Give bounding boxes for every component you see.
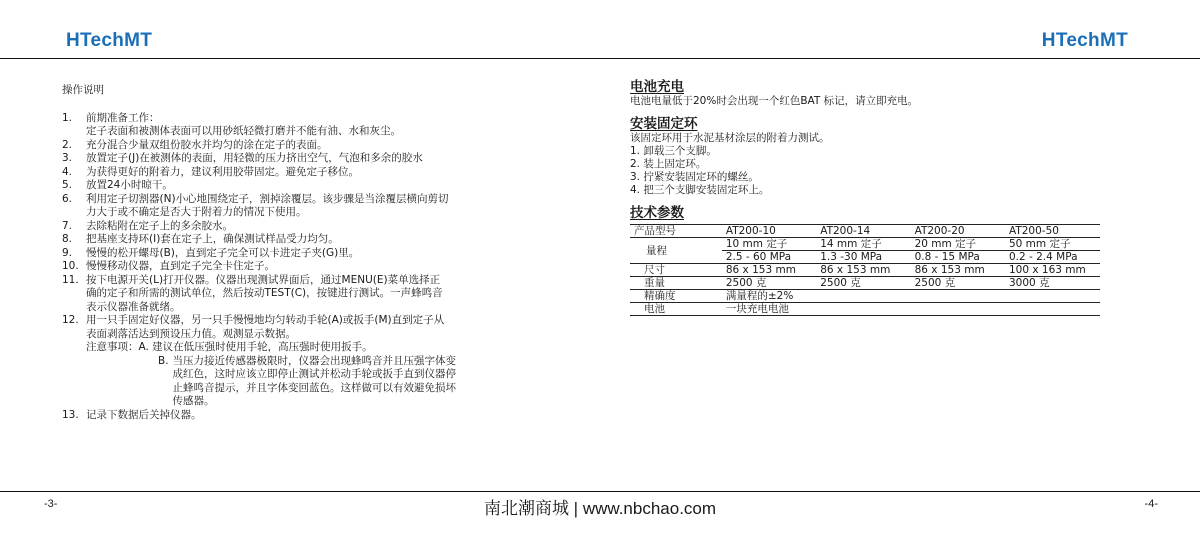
step-item [62,193,582,220]
table-cell: AT200-10 [722,225,816,238]
battery-section [630,81,1100,108]
table-cell: 精确度 [630,290,722,303]
step-line: 去除粘附在定子上的多余胶水。 [86,219,233,232]
header-divider [0,58,1200,59]
spec-table [630,224,1100,316]
step-item [62,139,582,153]
table-cell: 0.8 - 15 MPa [911,251,1005,264]
step-item [62,247,582,261]
step-line: 定子表面和被测体表面可以用砂纸轻微打磨并不能有油、水和灰尘。 [86,125,401,137]
note-b-line: 成红色，这时应该立即停止测试并松动手轮或扳手直到仪器停 [172,368,457,380]
table-cell: 产品型号 [630,225,722,238]
table-cell: 50 mm 定子 [1005,238,1100,251]
table-row [630,264,1100,277]
ring-line: 4. 把三个支脚安装固定环上。 [630,184,770,196]
step-number: 1. [62,111,73,124]
step-line: 表面剥落活达到预设压力值。观测显示数据。 [86,327,296,340]
note-b-line: 传感器。 [172,395,215,407]
step-line: 前期准备工作： [86,111,160,124]
step-number: 8. [62,233,73,245]
ring-section [630,118,1100,197]
step-line: 确的定子和所需的测试单位，然后按动TEST(C)，按键进行测试。一声蜂鸣音 [86,287,443,299]
table-cell: 2.5 - 60 MPa [722,251,816,264]
ring-line: 该固定环用于水泥基材涂层的附着力测试。 [630,132,830,144]
table-cell: 电池 [630,303,722,316]
step-item [62,179,582,193]
table-row [630,290,1100,303]
table-cell: 10 mm 定子 [722,238,816,251]
spec-section [630,207,1100,316]
brand-logo-right: HTechMT [1041,30,1128,51]
table-cell: 14 mm 定子 [816,238,910,251]
step-text [86,247,582,261]
step-text [86,193,582,220]
step-number: 11. [62,273,79,286]
battery-text: 电池电量低于20%时会出现一个红色BAT 标记，请立即充电。 [630,95,919,107]
step-line: 表示仪器准备就绪。 [86,300,181,313]
step-item [62,233,582,247]
step-line: 力大于或不确定是否大于附着力的情况下使用。 [86,206,307,218]
note-b-tag: B. [158,354,169,367]
step-text: 记录下数据后关掉仪器。 [86,408,202,421]
step-text [86,233,582,247]
footer-divider [0,491,1200,492]
table-cell: 0.2 - 2.4 MPa [1005,251,1100,264]
step-line: 把基座支持环(I)套在定子上，确保测试样品受力均匀。 [86,233,339,245]
table-cell: AT200-20 [911,225,1005,238]
table-cell: 量程 [630,238,722,264]
step-line: 为获得更好的附着力，建议利用胶带固定。避免定子移位。 [86,165,359,178]
step-number: 6. [62,192,73,205]
note-b-line: 止蜂鸣音提示，并且字体变回蓝色。这样做可以有效避免损坏 [172,381,457,394]
table-cell: 86 x 153 mm [722,264,816,277]
step-item [62,314,582,341]
step-item [62,166,582,180]
table-row [630,238,1100,251]
step-line: 用一只手固定好仪器，另一只手慢慢地均匀转动手轮(A)或扳手(M)直到定子从 [86,314,445,326]
page-number-left: -3- [44,498,58,510]
table-row [630,225,1100,238]
step-item [62,152,582,166]
section-title-operation: 操作说明 [62,84,104,96]
page-number-right: -4- [1144,498,1158,510]
step-line: 慢慢移动仪器，直到定子完全卡住定子。 [86,260,275,272]
section-title-battery: 电池充电 [630,79,684,95]
ring-line: 1. 卸载三个支脚。 [630,145,717,157]
ring-line: 3. 拧紧安装固定环的螺丝。 [630,171,759,183]
step-number: 3. [62,152,73,164]
table-cell: AT200-50 [1005,225,1100,238]
table-row [630,303,1100,316]
right-column [630,81,1100,316]
step-number: 13. [62,408,79,421]
table-cell: 2500 克 [816,277,910,290]
table-cell: 3000 克 [1005,277,1100,290]
step-item [62,260,582,274]
note-label: 注意事项： [86,341,139,353]
step-item [62,274,582,315]
step-text [86,112,582,139]
step-item [62,220,582,234]
step-number: 7. [62,219,73,232]
step-text [86,166,582,180]
table-cell: 一块充电电池 [722,303,1100,316]
ring-line: 2. 装上固定环。 [630,158,707,170]
table-cell: 86 x 153 mm [911,264,1005,277]
steps-list [62,112,582,342]
table-cell: AT200-14 [816,225,910,238]
step-number: 12. [62,314,79,326]
section-title-ring: 安装固定环 [630,116,698,132]
step-text [86,314,582,341]
step-line: 慢慢的松开螺母(B)，直到定子完全可以卡进定子夹(G)里。 [86,246,360,259]
table-cell: 2500 克 [722,277,816,290]
step-line: 充分混合少量双组份胶水并均匀的涂在定子的表面。 [86,138,328,151]
step-number: 5. [62,179,73,191]
table-cell: 20 mm 定子 [911,238,1005,251]
step-number: 4. [62,165,73,178]
step-item [62,409,582,423]
table-cell: 尺寸 [630,264,722,277]
section-title-specs: 技术参数 [630,205,684,221]
step-number: 2. [62,138,73,151]
step-line: 按下电源开关(L)打开仪器。仪器出现测试界面后，通过MENU(E)菜单选择正 [86,273,441,286]
footer-watermark: 南北潮商城 | www.nbchao.com [483,499,717,518]
step-text [86,260,582,274]
table-cell: 1.3 -30 MPa [816,251,910,264]
step-text [86,152,582,166]
step-line: 放置定子(J)在被测体的表面，用轻微的压力挤出空气，气泡和多余的胶水 [86,152,423,164]
operation-instructions [62,84,582,422]
step-line: 利用定子切割器(N)小心地围绕定子，割掉涂覆层。该步骤是当涂覆层横向剪切 [86,192,449,205]
step-text [86,220,582,234]
table-row [630,277,1100,290]
brand-logo-left: HTechMT [66,30,153,51]
note-a: A. 建议在低压强时使用手轮，高压强时使用扳手。 [138,341,373,353]
step-number: 10. [62,260,79,272]
step-line: 放置24小时晾干。 [86,179,173,191]
step-text [86,274,582,315]
step-text [86,179,582,193]
table-cell: 满量程的±2% [722,290,1100,303]
step-item [62,112,582,139]
step-text [86,139,582,153]
table-cell: 2500 克 [911,277,1005,290]
note-b-line: 当压力接近传感器极限时，仪器会出现蜂鸣音并且压强字体变 [172,354,457,367]
table-cell: 重量 [630,277,722,290]
notes-block [62,341,582,409]
step-number: 9. [62,246,73,259]
table-cell: 100 x 163 mm [1005,264,1100,277]
table-cell: 86 x 153 mm [816,264,910,277]
